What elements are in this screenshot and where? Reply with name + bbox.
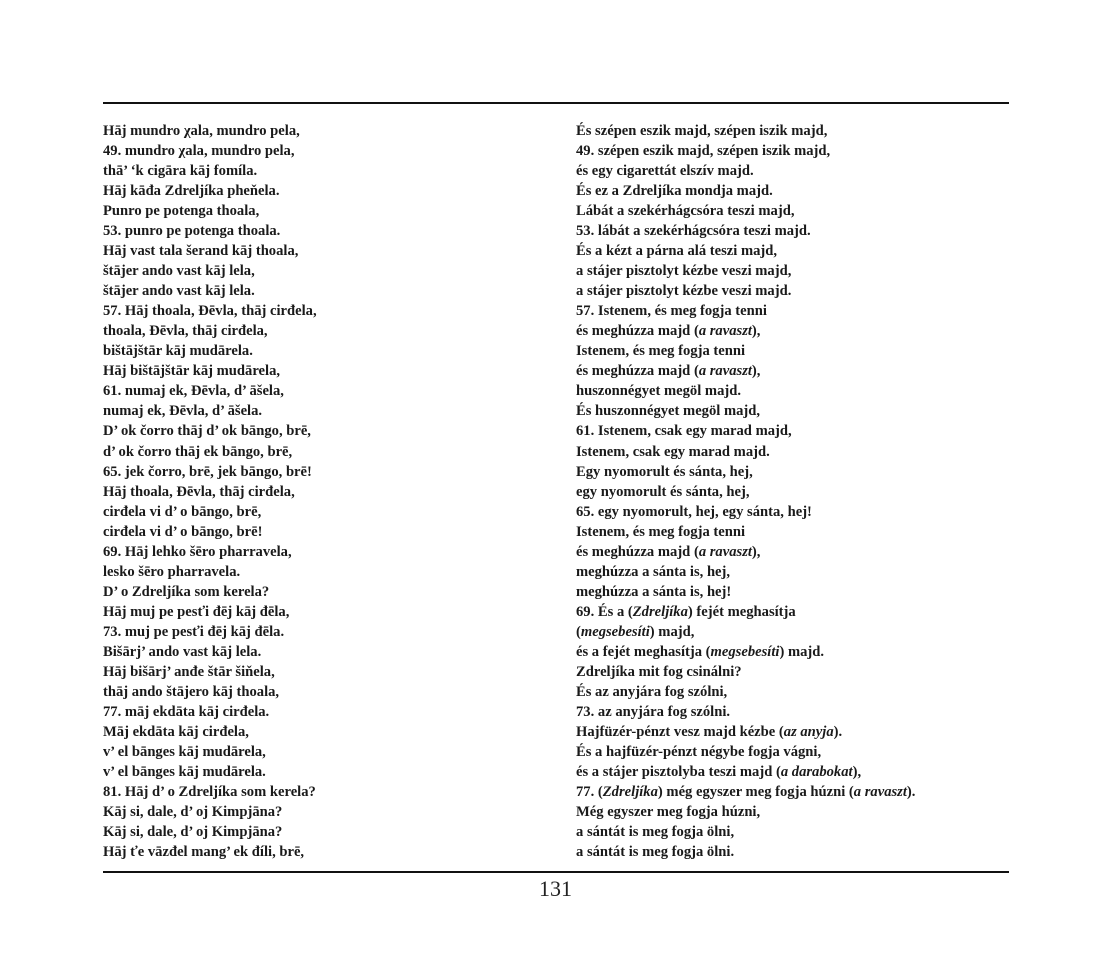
translation-line <box>576 421 1006 441</box>
translation-line <box>576 602 1006 622</box>
translation-segment: és egy cigarettát elszív majd. <box>576 163 754 180</box>
translation-segment: 57. Istenem, és meg fogja tenni <box>576 303 767 320</box>
translation-segment: És az anyjára fog szólni, <box>576 683 728 700</box>
translation-segment: és meghúzza majd ( <box>576 543 699 560</box>
translation-italic-segment: a darabokat <box>780 764 853 780</box>
translation-segment: ) majd. <box>779 643 825 660</box>
translation-segment: Istenem, csak egy marad majd. <box>576 443 770 460</box>
translation-segment: ) majd, <box>649 623 695 640</box>
translation-line <box>576 622 1006 642</box>
translation-segment: 73. az anyjára fog szólni. <box>576 703 731 720</box>
translation-line <box>576 462 1006 482</box>
romani-text-column <box>103 121 543 862</box>
translation-segment: És ez a Zdreljíka mondja majd. <box>576 183 773 200</box>
translation-line <box>576 742 1006 762</box>
verse-line: thoala, Đēvla, thāj cirđela, <box>103 323 268 340</box>
translation-line <box>576 702 1006 722</box>
verse-line: Hāj bišārj’ anđe štār šiňela, <box>103 663 275 680</box>
translation-line <box>576 401 1006 421</box>
translation-segment: Lábát a szekérhágcsóra teszi majd, <box>576 203 795 220</box>
verse-line: v’ el bānges kāj mudārela, <box>103 743 266 760</box>
translation-line <box>576 442 1006 462</box>
translation-line <box>576 361 1006 381</box>
translation-italic-segment: az anyja <box>783 723 834 740</box>
verse-line: 49. mundro χala, mundro pela, <box>103 143 295 160</box>
translation-italic-segment: megsebesíti <box>710 643 780 660</box>
verse-line: d’ ok čorro thāj ek bāngo, brē, <box>103 443 293 460</box>
translation-segment: és a fejét meghasítja ( <box>576 643 711 660</box>
verse-line: D’ ok čorro thāj d’ ok bāngo, brē, <box>103 423 311 440</box>
verse-line: cirđela vi d’ o bāngo, brē! <box>103 523 263 540</box>
translation-segment: Hajfüzér-pénzt vesz majd kézbe ( <box>576 723 784 740</box>
translation-line <box>576 762 1006 782</box>
translation-segment: meghúzza a sánta is, hej! <box>576 583 732 600</box>
top-rule <box>103 102 1009 104</box>
verse-line: Kāj si, dale, d’ oj Kimpjāna? <box>103 804 283 821</box>
verse-line: Hāj thoala, Đēvla, thāj cirđela, <box>103 483 295 500</box>
verse-line: 53. punro pe potenga thoala. <box>103 223 281 240</box>
translation-segment: meghúzza a sánta is, hej, <box>576 563 731 580</box>
translation-line <box>576 642 1006 662</box>
translation-segment: És a hajfüzér-pénzt négybe fogja vágni, <box>576 743 822 760</box>
translation-segment: És a kézt a párna alá teszi majd, <box>576 243 778 260</box>
translation-segment: 53. lábát a szekérhágcsóra teszi majd. <box>576 223 811 240</box>
translation-line <box>576 802 1006 822</box>
translation-italic-segment: a ravaszt <box>698 363 752 380</box>
translation-line <box>576 221 1006 241</box>
translation-segment: Istenem, és meg fogja tenni <box>576 523 746 540</box>
translation-segment: és a stájer pisztolyba teszi majd ( <box>576 764 781 780</box>
verse-line: lesko šēro pharravela. <box>103 563 241 580</box>
verse-line: thā’ ‘k cigāra kāj fomíla. <box>103 163 258 180</box>
verse-line: 73. muj pe pesťi đēj kāj đēla. <box>103 623 285 640</box>
translation-segment: És szépen eszik majd, szépen iszik majd, <box>576 123 828 139</box>
translation-line <box>576 522 1006 542</box>
translation-line <box>576 121 1006 141</box>
translation-line <box>576 241 1006 261</box>
translation-line <box>576 261 1006 281</box>
translation-line <box>576 181 1006 201</box>
translation-line <box>576 822 1006 842</box>
translation-line <box>576 341 1006 361</box>
translation-italic-segment: megsebesíti <box>580 623 650 640</box>
translation-segment: a stájer pisztolyt kézbe veszi majd. <box>576 283 792 300</box>
translation-segment: ). <box>833 723 843 740</box>
verse-line: Hāj ťe vāzđel mang’ ek đíli, brē, <box>103 844 305 861</box>
translation-segment: És huszonnégyet megöl majd, <box>576 403 761 420</box>
verse-line: 69. Hāj lehko šēro pharravela, <box>103 543 292 560</box>
translation-segment: 77. ( <box>576 784 603 801</box>
translation-segment: a stájer pisztolyt kézbe veszi majd, <box>576 263 792 280</box>
translation-line <box>576 381 1006 401</box>
translation-segment: és meghúzza majd ( <box>576 323 699 340</box>
verse-line: numaj ek, Đēvla, d’ āšela. <box>103 403 263 420</box>
bottom-rule <box>103 871 1009 873</box>
translation-italic-segment: Zdreljíka <box>602 784 658 801</box>
translation-line <box>576 201 1006 221</box>
verse-line: 81. Hāj d’ o Zdreljíka som kerela? <box>103 784 316 801</box>
page-number: 131 <box>539 876 572 901</box>
hungarian-translation-column <box>576 121 1006 862</box>
translation-italic-segment: a ravaszt <box>698 323 752 340</box>
translation-italic-segment: a ravaszt <box>853 784 907 801</box>
verse-line: štājer ando vast kāj lela, <box>103 263 255 280</box>
verse-line: 61. numaj ek, Đēvla, d’ āšela, <box>103 383 284 400</box>
translation-line <box>576 562 1006 582</box>
translation-segment: a sántát is meg fogja ölni, <box>576 824 735 841</box>
translation-segment: és meghúzza majd ( <box>576 363 699 380</box>
verse-line: Hāj kāđa Zdreljíka pheňela. <box>103 183 280 200</box>
translation-italic-segment: a ravaszt <box>698 543 752 560</box>
translation-line <box>576 502 1006 522</box>
translation-segment: ), <box>852 764 862 780</box>
translation-line <box>576 482 1006 502</box>
translation-line <box>576 842 1006 862</box>
verse-line: cirđela vi d’ o bāngo, brē, <box>103 503 262 520</box>
verse-line: Kāj si, dale, d’ oj Kimpjāna? <box>103 824 283 841</box>
translation-segment: 65. egy nyomorult, hej, egy sánta, hej! <box>576 503 812 520</box>
translation-segment: ), <box>751 543 761 560</box>
translation-line <box>576 161 1006 181</box>
translation-segment: ) fejét meghasítja <box>687 603 796 620</box>
verse-line: Bišārj’ ando vast kāj lela. <box>103 643 262 660</box>
translation-segment: huszonnégyet megöl majd. <box>576 383 741 400</box>
verse-line: Hāj mundro χala, mundro pela, <box>103 123 300 139</box>
verse-line: 65. jek čorro, brē, jek bāngo, brē! <box>103 463 312 480</box>
translation-segment: 69. És a ( <box>576 603 633 620</box>
translation-segment: ) még egyszer meg fogja húzni ( <box>657 784 854 801</box>
translation-line <box>576 582 1006 602</box>
verse-line: Hāj bištājštār kāj mudārela, <box>103 363 281 380</box>
translation-segment: Még egyszer meg fogja húzni, <box>576 804 761 821</box>
translation-line <box>576 542 1006 562</box>
verse-line: 77. māj ekdāta kāj cirđela. <box>103 703 270 720</box>
translation-segment: ). <box>906 784 916 801</box>
translation-line <box>576 141 1006 161</box>
verse-line: Punro pe potenga thoala, <box>103 203 260 220</box>
translation-line <box>576 682 1006 702</box>
verse-line: Māj ekdāta kāj cirđela, <box>103 723 249 740</box>
translation-line <box>576 321 1006 341</box>
verse-line: D’ o Zdreljíka som kerela? <box>103 583 270 600</box>
verse-line: Hāj muj pe pesťi đēj kāj đēla, <box>103 603 290 620</box>
translation-line <box>576 662 1006 682</box>
translation-segment: Egy nyomorult és sánta, hej, <box>576 463 753 480</box>
translation-line <box>576 301 1006 321</box>
translation-segment: Zdreljíka mit fog csinálni? <box>576 663 742 680</box>
translation-segment: Istenem, és meg fogja tenni <box>576 343 746 360</box>
translation-line <box>576 782 1006 802</box>
translation-segment: a sántát is meg fogja ölni. <box>576 844 735 861</box>
verse-line: thāj ando štājero kāj thoala, <box>103 683 280 700</box>
verse-line: štājer ando vast kāj lela. <box>103 283 255 300</box>
translation-italic-segment: Zdreljíka <box>632 603 688 620</box>
translation-segment: ( <box>576 623 581 640</box>
verse-line: Hāj vast tala šerand kāj thoala, <box>103 243 299 260</box>
translation-segment: 61. Istenem, csak egy marad majd, <box>576 423 792 440</box>
verse-line: v’ el bānges kāj mudārela. <box>103 764 266 780</box>
translation-line <box>576 281 1006 301</box>
translation-segment: ), <box>751 323 761 340</box>
translation-segment: 49. szépen eszik majd, szépen iszik majd, <box>576 143 831 160</box>
translation-line <box>576 722 1006 742</box>
translation-segment: egy nyomorult és sánta, hej, <box>576 483 750 500</box>
verse-line: bištājštār kāj mudārela. <box>103 343 253 360</box>
translation-segment: ), <box>751 363 761 380</box>
verse-line: 57. Hāj thoala, Đēvla, thāj cirđela, <box>103 303 317 320</box>
